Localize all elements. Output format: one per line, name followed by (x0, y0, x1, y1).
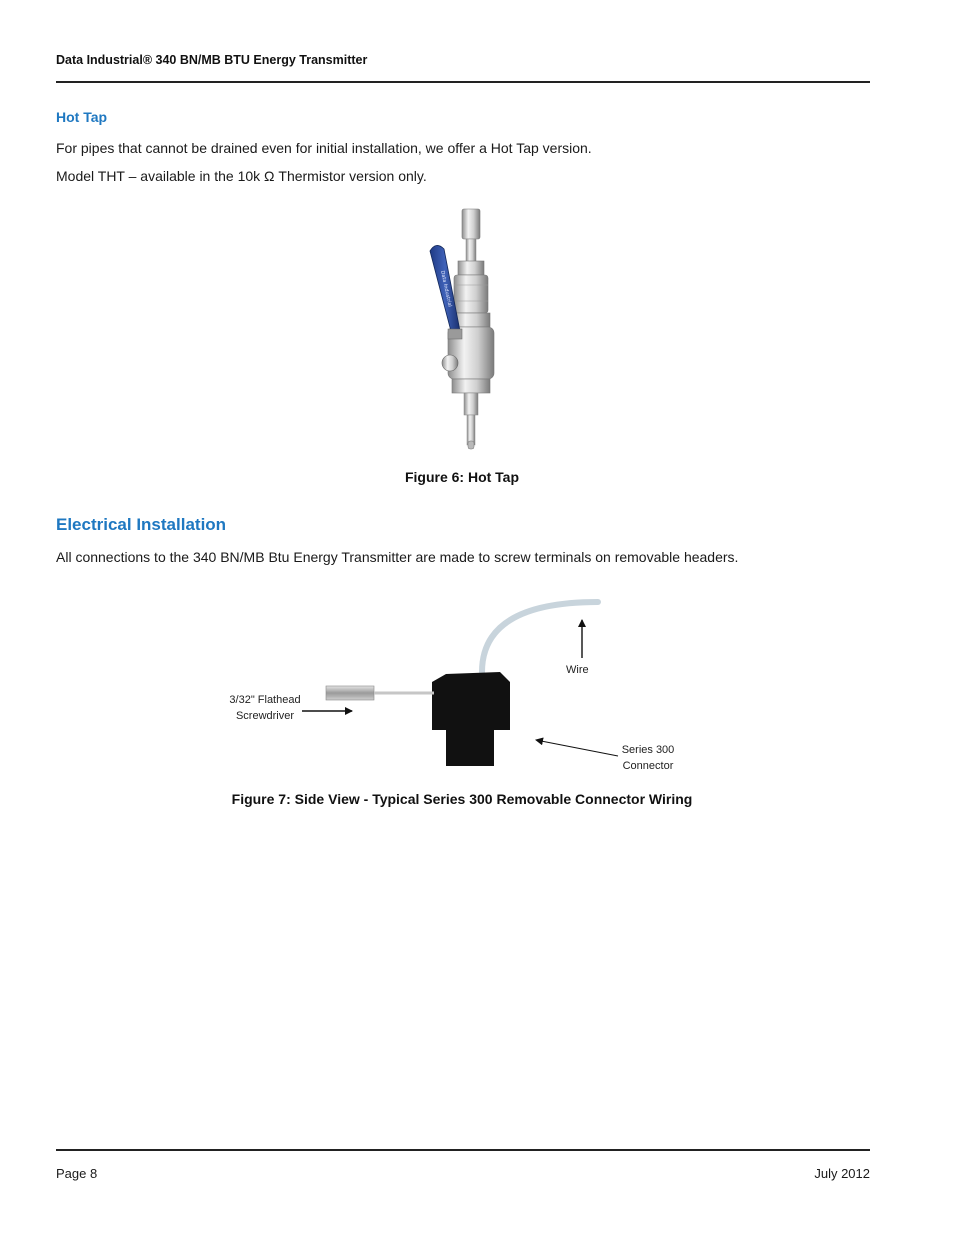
footer-rule (56, 1149, 870, 1151)
connector-arrow (536, 740, 618, 756)
figure-6-caption: Figure 6: Hot Tap (404, 469, 520, 485)
figure-7-caption: Figure 7: Side View - Typical Series 300 Removable Connector Wiring (231, 791, 693, 807)
page-number: Page 8 (56, 1166, 98, 1181)
wire-label: Wire (566, 664, 589, 676)
hot-tap-paragraph-1: For pipes that cannot be drained even for initial installation, we offer a Hot Tap version. (56, 140, 592, 156)
document-header-title: Data Industrial® 340 BN/MB BTU Energy Transmitter (56, 53, 368, 67)
connector-label-line-2: Connector (622, 760, 674, 772)
screwdriver-label (220, 692, 310, 724)
hot-tap-image (400, 205, 540, 455)
svg-text:Data Industrial: Data Industrial (439, 270, 453, 308)
connector-shape (432, 672, 510, 766)
hot-tap-heading: Hot Tap (56, 109, 108, 125)
connector-label-line-1: Series 300 (621, 744, 675, 756)
publication-date: July 2012 (814, 1166, 870, 1181)
header-rule (56, 81, 870, 83)
screwdriver-handle (326, 686, 374, 700)
electrical-paragraph: All connections to the 340 BN/MB Btu Energy Transmitter are made to screw terminals on removable headers. (56, 549, 739, 565)
hot-tap-paragraph-2: Model THT – available in the 10k Ω Thermistor version only. (56, 168, 427, 184)
electrical-installation-heading: Electrical Installation (56, 515, 227, 534)
connector-label (612, 742, 684, 774)
screwdriver-label-line-1: 3/32" Flathead (229, 694, 301, 706)
screwdriver-label-line-2: Screwdriver (235, 710, 295, 722)
